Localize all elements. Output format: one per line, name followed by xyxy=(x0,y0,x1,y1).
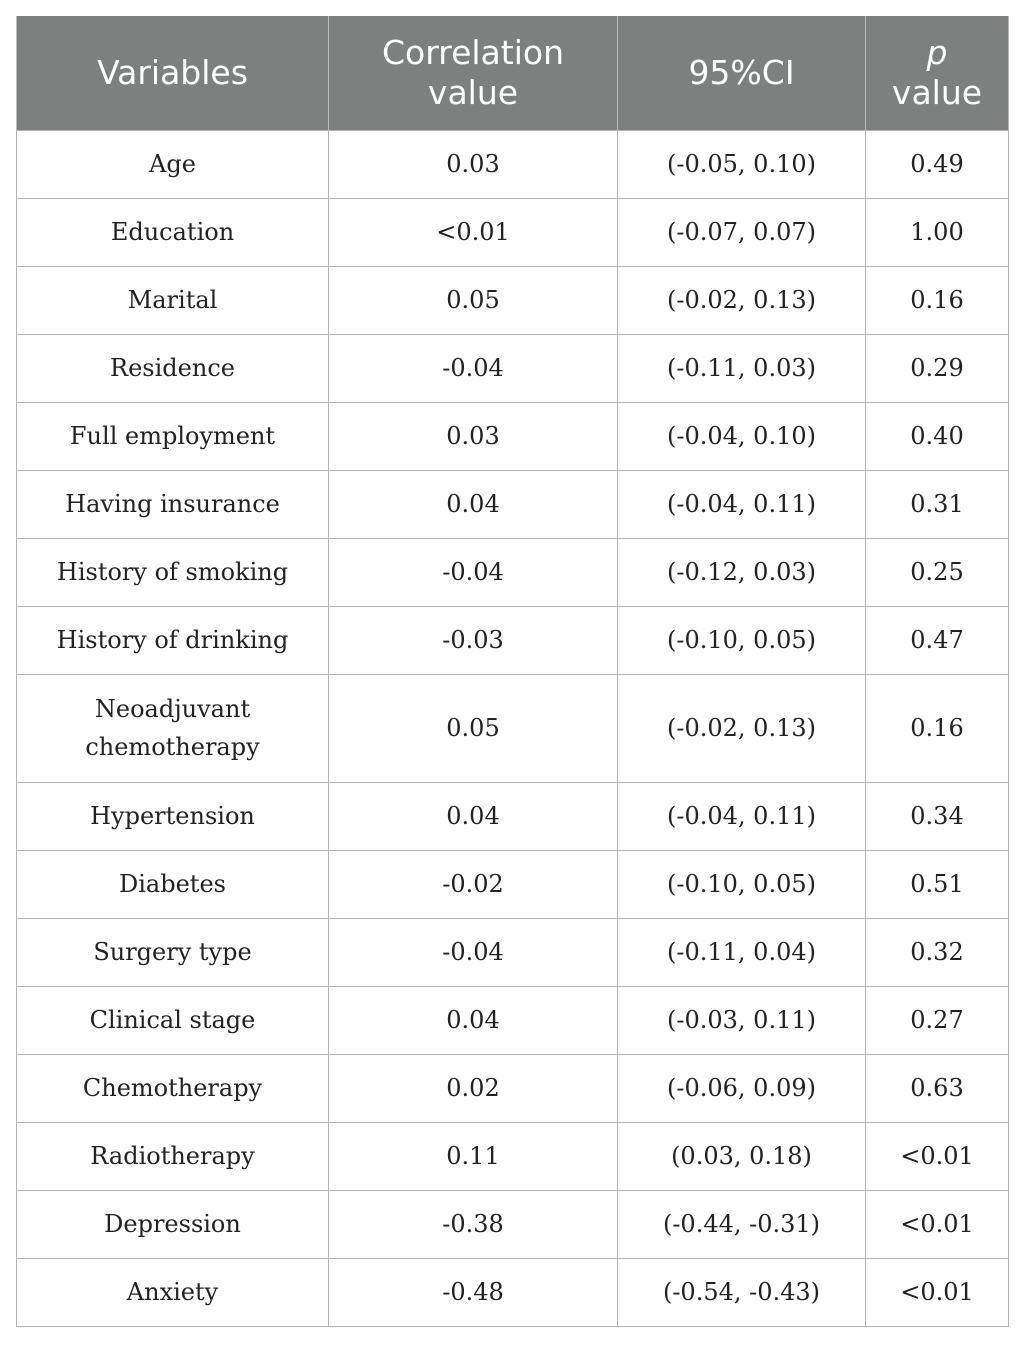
cell-correlation: 0.05 xyxy=(329,266,618,334)
header-variables-label: Variables xyxy=(97,52,248,92)
cell-variable xyxy=(17,674,329,782)
cell-p: <0.01 xyxy=(866,1258,1009,1326)
table-row xyxy=(17,266,1009,334)
cell-ci: (-0.12, 0.03) xyxy=(618,538,866,606)
cell-variable-line2: chemotherapy xyxy=(85,733,260,761)
cell-variable: Chemotherapy xyxy=(17,1054,329,1122)
table-row xyxy=(17,606,1009,674)
cell-correlation: 0.11 xyxy=(329,1122,618,1190)
cell-correlation: 0.02 xyxy=(329,1054,618,1122)
cell-correlation: 0.03 xyxy=(329,130,618,198)
correlation-table xyxy=(16,16,1009,1327)
table-row xyxy=(17,334,1009,402)
cell-ci: (-0.11, 0.04) xyxy=(618,918,866,986)
cell-variable: Full employment xyxy=(17,402,329,470)
table-row xyxy=(17,538,1009,606)
cell-variable-line1: Neoadjuvant xyxy=(94,695,251,723)
table-row xyxy=(17,1258,1009,1326)
cell-variable: Age xyxy=(17,130,329,198)
cell-ci: (-0.03, 0.11) xyxy=(618,986,866,1054)
cell-ci: (-0.11, 0.03) xyxy=(618,334,866,402)
cell-p: <0.01 xyxy=(866,1190,1009,1258)
cell-correlation: -0.02 xyxy=(329,850,618,918)
cell-p: 0.31 xyxy=(866,470,1009,538)
header-correlation-line1: Correlation xyxy=(382,32,564,72)
table-row xyxy=(17,782,1009,850)
cell-correlation: 0.05 xyxy=(329,674,618,782)
cell-ci: (-0.02, 0.13) xyxy=(618,674,866,782)
cell-p: 0.34 xyxy=(866,782,1009,850)
header-correlation-line2: value xyxy=(427,72,519,112)
cell-p: 0.29 xyxy=(866,334,1009,402)
cell-variable: History of drinking xyxy=(17,606,329,674)
header-95ci-label: 95%CI xyxy=(688,52,795,92)
cell-correlation: -0.04 xyxy=(329,334,618,402)
cell-ci: (-0.44, -0.31) xyxy=(618,1190,866,1258)
header-p-value xyxy=(866,16,1009,130)
cell-ci: (-0.02, 0.13) xyxy=(618,266,866,334)
cell-ci: (-0.05, 0.10) xyxy=(618,130,866,198)
table-row xyxy=(17,1190,1009,1258)
cell-correlation: -0.38 xyxy=(329,1190,618,1258)
table-row xyxy=(17,1054,1009,1122)
cell-p: 0.40 xyxy=(866,402,1009,470)
header-row xyxy=(17,16,1009,130)
cell-ci: (-0.04, 0.11) xyxy=(618,470,866,538)
cell-ci: (-0.10, 0.05) xyxy=(618,850,866,918)
table-row xyxy=(17,130,1009,198)
cell-ci: (-0.04, 0.11) xyxy=(618,782,866,850)
table-row xyxy=(17,674,1009,782)
cell-p: 0.32 xyxy=(866,918,1009,986)
cell-variable: Marital xyxy=(17,266,329,334)
cell-ci: (-0.06, 0.09) xyxy=(618,1054,866,1122)
cell-ci: (-0.04, 0.10) xyxy=(618,402,866,470)
cell-p: 0.49 xyxy=(866,130,1009,198)
cell-p: 0.27 xyxy=(866,986,1009,1054)
header-correlation-value xyxy=(329,16,618,130)
table-row xyxy=(17,198,1009,266)
cell-variable: Radiotherapy xyxy=(17,1122,329,1190)
cell-correlation: <0.01 xyxy=(329,198,618,266)
cell-variable: Depression xyxy=(17,1190,329,1258)
header-p-line2: value xyxy=(891,72,983,112)
cell-ci: (0.03, 0.18) xyxy=(618,1122,866,1190)
cell-correlation: -0.48 xyxy=(329,1258,618,1326)
cell-ci: (-0.10, 0.05) xyxy=(618,606,866,674)
cell-ci: (-0.54, -0.43) xyxy=(618,1258,866,1326)
header-p-line1: p xyxy=(926,32,948,72)
header-95ci xyxy=(618,16,866,130)
cell-p: 1.00 xyxy=(866,198,1009,266)
table-row xyxy=(17,402,1009,470)
cell-p: 0.16 xyxy=(866,674,1009,782)
cell-correlation: 0.03 xyxy=(329,402,618,470)
cell-p: 0.47 xyxy=(866,606,1009,674)
correlation-table-container xyxy=(16,16,1008,1327)
cell-p: <0.01 xyxy=(866,1122,1009,1190)
cell-variable: Surgery type xyxy=(17,918,329,986)
cell-variable: Having insurance xyxy=(17,470,329,538)
cell-correlation: 0.04 xyxy=(329,986,618,1054)
table-row xyxy=(17,986,1009,1054)
table-row xyxy=(17,470,1009,538)
cell-p: 0.16 xyxy=(866,266,1009,334)
cell-correlation: 0.04 xyxy=(329,782,618,850)
cell-p: 0.25 xyxy=(866,538,1009,606)
cell-variable: Hypertension xyxy=(17,782,329,850)
cell-correlation: -0.03 xyxy=(329,606,618,674)
table-body xyxy=(17,130,1009,1326)
table-header xyxy=(17,16,1009,130)
cell-p: 0.63 xyxy=(866,1054,1009,1122)
cell-variable: History of smoking xyxy=(17,538,329,606)
table-row xyxy=(17,918,1009,986)
cell-correlation: -0.04 xyxy=(329,918,618,986)
table-row xyxy=(17,850,1009,918)
cell-p: 0.51 xyxy=(866,850,1009,918)
cell-variable: Education xyxy=(17,198,329,266)
cell-correlation: -0.04 xyxy=(329,538,618,606)
cell-ci: (-0.07, 0.07) xyxy=(618,198,866,266)
cell-variable: Clinical stage xyxy=(17,986,329,1054)
cell-correlation: 0.04 xyxy=(329,470,618,538)
header-variables xyxy=(17,16,329,130)
cell-variable: Anxiety xyxy=(17,1258,329,1326)
table-row xyxy=(17,1122,1009,1190)
cell-variable: Residence xyxy=(17,334,329,402)
cell-variable: Diabetes xyxy=(17,850,329,918)
